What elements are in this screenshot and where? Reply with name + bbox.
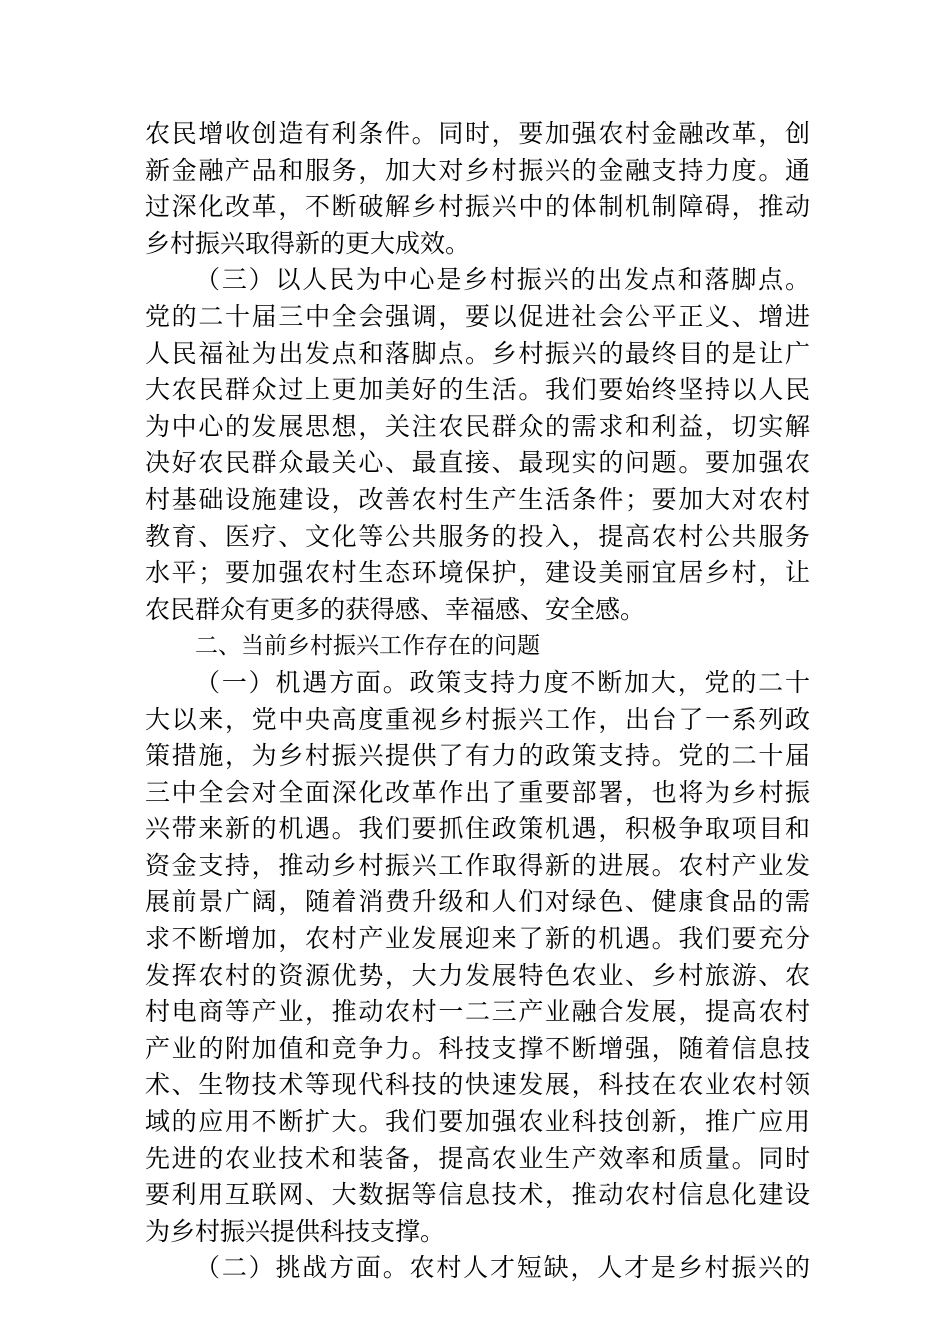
text-line: 域的应用不断扩大。我们要加强农业科技创新，推广应用 bbox=[145, 1107, 810, 1137]
section-heading-line: （二）挑战方面。农村人才短缺，人才是乡村振兴的 bbox=[195, 1253, 810, 1283]
text-line: 教育、医疗、文化等公共服务的投入，提高农村公共服务 bbox=[145, 521, 810, 551]
text-line: 大以来，党中央高度重视乡村振兴工作，出台了一系列政 bbox=[145, 704, 810, 734]
text-line: 村基础设施建设，改善农村生产生活条件；要加大对农村 bbox=[145, 484, 810, 514]
paragraph-end-line: 农民群众有更多的获得感、幸福感、安全感。 bbox=[145, 594, 646, 624]
text-line: 党的二十届三中全会强调，要以促进社会公平正义、增进 bbox=[145, 301, 810, 331]
text-line: 三中全会对全面深化改革作出了重要部署，也将为乡村振 bbox=[145, 777, 810, 807]
chapter-heading: 二、当前乡村振兴工作存在的问题 bbox=[195, 633, 540, 660]
text-line: 产业的附加值和竞争力。科技支撑不断增强，随着信息技 bbox=[145, 1033, 810, 1063]
text-line: 资金支持，推动乡村振兴工作取得新的进展。农村产业发 bbox=[145, 850, 810, 880]
text-line: 发挥农村的资源优势，大力发展特色农业、乡村旅游、农 bbox=[145, 960, 810, 990]
text-line: 决好农民群众最关心、最直接、最现实的问题。要加强农 bbox=[145, 448, 810, 478]
text-line: 人民福祉为出发点和落脚点。乡村振兴的最终目的是让广 bbox=[145, 338, 810, 368]
text-line: 水平；要加强农村生态环境保护，建设美丽宜居乡村，让 bbox=[145, 558, 810, 588]
text-line: 术、生物技术等现代科技的快速发展，科技在农业农村领 bbox=[145, 1070, 810, 1100]
text-line: 村电商等产业，推动农村一二三产业融合发展，提高农村 bbox=[145, 997, 810, 1027]
text-line: 过深化改革，不断破解乡村振兴中的体制机制障碍，推动 bbox=[145, 192, 810, 222]
text-line: 农民增收创造有利条件。同时，要加强农村金融改革，创 bbox=[145, 119, 810, 148]
paragraph-end-line: 为乡村振兴提供科技支撑。 bbox=[145, 1216, 446, 1246]
text-line: 要利用互联网、大数据等信息技术，推动农村信息化建设 bbox=[145, 1180, 810, 1210]
text-line: 策措施，为乡村振兴提供了有力的政策支持。党的二十届 bbox=[145, 741, 810, 771]
section-heading-line: （三）以人民为中心是乡村振兴的出发点和落脚点。 bbox=[195, 265, 810, 295]
text-line: 求不断增加，农村产业发展迎来了新的机遇。我们要充分 bbox=[145, 924, 810, 954]
text-line: 新金融产品和服务，加大对乡村振兴的金融支持力度。通 bbox=[145, 155, 810, 185]
text-line: 展前景广阔，随着消费升级和人们对绿色、健康食品的需 bbox=[145, 887, 810, 917]
text-line: 大农民群众过上更加美好的生活。我们要始终坚持以人民 bbox=[145, 375, 810, 405]
text-line: 兴带来新的机遇。我们要抓住政策机遇，积极争取项目和 bbox=[145, 814, 810, 844]
paragraph-end-line: 乡村振兴取得新的更大成效。 bbox=[145, 228, 471, 258]
section-heading-line: （一）机遇方面。政策支持力度不断加大，党的二十 bbox=[195, 667, 810, 697]
text-line: 为中心的发展思想，关注农民群众的需求和利益，切实解 bbox=[145, 411, 810, 441]
text-line: 先进的农业技术和装备，提高农业生产效率和质量。同时 bbox=[145, 1143, 810, 1173]
document-body bbox=[145, 116, 810, 1287]
